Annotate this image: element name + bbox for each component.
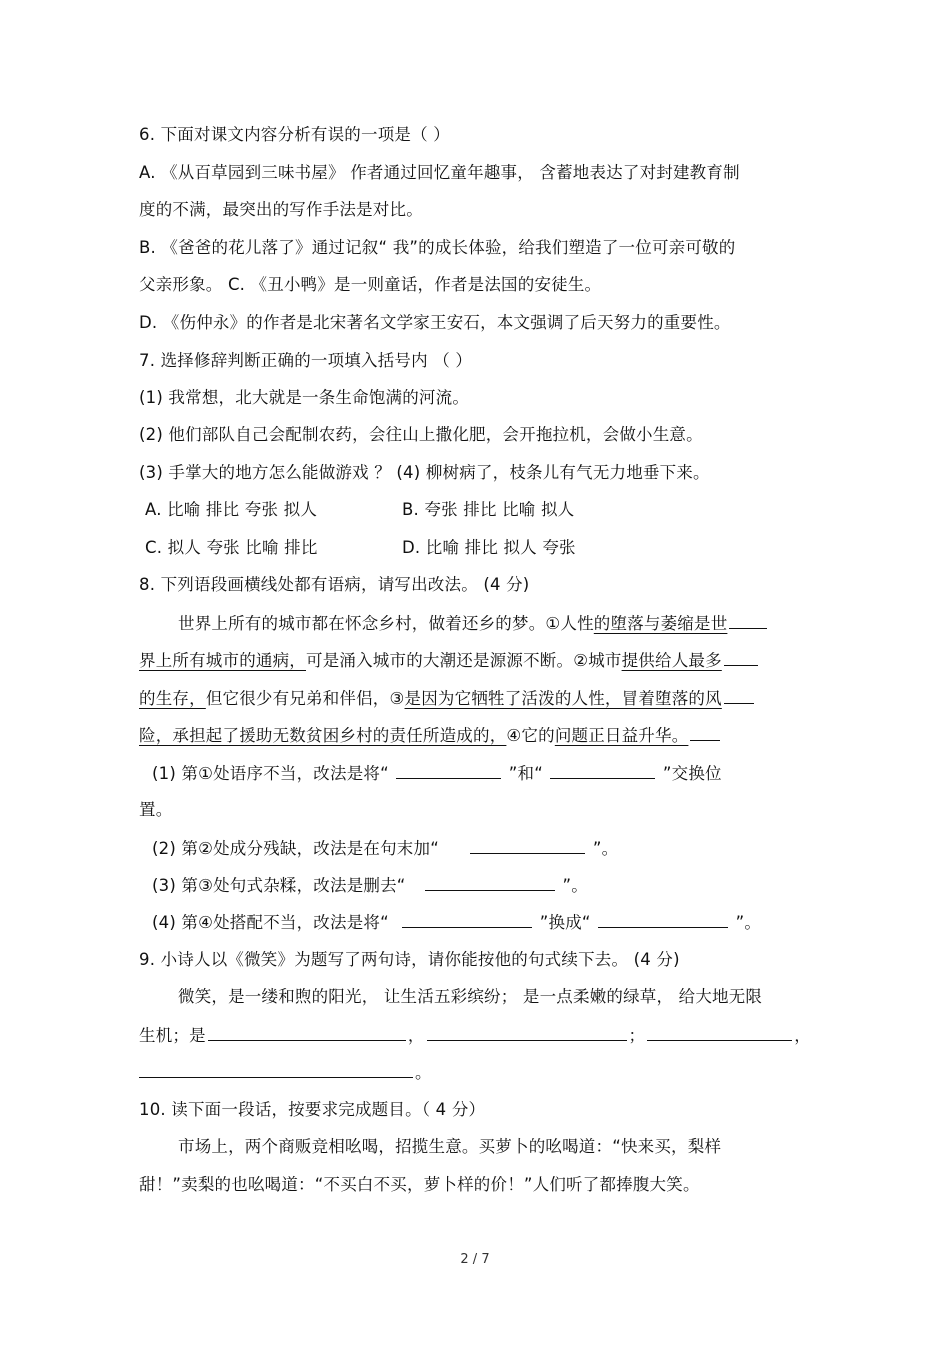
- q9-poem-line3: [139, 1061, 432, 1084]
- poem-blank-1[interactable]: [208, 1024, 406, 1041]
- q8-answer-1-wrap: 置。: [139, 800, 173, 819]
- q9-poem-line2: [139, 1024, 811, 1047]
- answer-text: (1) 第①处语序不当，改法是将“: [152, 764, 389, 783]
- punct: 。: [415, 1063, 432, 1082]
- passage-text: 可是涌入城市的大潮还是源源不断。②城市: [306, 651, 622, 670]
- passage-underlined: 的生存，: [139, 689, 206, 708]
- q7-option-b: B. 夸张 排比 比喻 拟人: [402, 500, 575, 519]
- q8-answer-3: [152, 874, 588, 897]
- q7-sentence-3-4: (3) 手掌大的地方怎么能做游戏 ？ (4) 柳树病了，枝条儿有气无力地垂下来。: [139, 463, 710, 482]
- passage-text: ④它的: [506, 726, 555, 745]
- q8-passage-line2: [139, 649, 760, 672]
- q6-option-b-c-line: 父亲形象。 C. 《丑小鸭》是一则童话，作者是法国的安徒生。: [139, 275, 602, 294]
- underline-tail: [724, 649, 758, 666]
- punct: ；: [628, 1026, 646, 1045]
- answer-text: (3) 第③处句式杂糅，改法是删去“: [152, 876, 406, 895]
- underline-tail: [690, 724, 720, 741]
- q6-option-d: D. 《伤仲永》的作者是北宋著名文学家王安石，本文强调了后天努力的重要性。: [139, 313, 731, 332]
- q6-option-a-line1: A. 《从百草园到三味书屋》 作者通过回忆童年趣事， 含蓄地表达了对封建教育制: [139, 163, 740, 182]
- q10-stem: 10. 读下面一段话，按要求完成题目。（ 4 分）: [139, 1100, 486, 1119]
- answer-blank-4a[interactable]: [402, 911, 532, 928]
- q7-sentence-1: (1) 我常想，北大就是一条生命饱满的河流。: [139, 388, 470, 407]
- answer-text: ”。: [592, 839, 619, 858]
- answer-blank-4b[interactable]: [598, 911, 728, 928]
- answer-blank-1a[interactable]: [396, 762, 501, 779]
- q8-passage-line1: [178, 612, 769, 635]
- passage-text: 世界上所有的城市都在怀念乡村，做着还乡的梦。①人性: [178, 614, 594, 633]
- underline-tail: [729, 612, 767, 629]
- passage-underlined: 提供给人最多: [621, 651, 722, 670]
- answer-blank-1b[interactable]: [550, 762, 655, 779]
- q6-option-b-line1: B. 《爸爸的花儿落了》通过记叙“ 我”的成长体验，给我们塑造了一位可亲可敬的: [139, 238, 736, 257]
- answer-text: (4) 第④处搭配不当，改法是将“: [152, 913, 389, 932]
- q7-option-a: A. 比喻 排比 夸张 拟人: [145, 500, 318, 519]
- q6-option-a-line2: 度的不满，最突出的写作手法是对比。: [139, 200, 423, 219]
- q10-passage-line1: 市场上，两个商贩竞相吆喝，招揽生意。买萝卜的吆喝道：“快来买，梨样: [178, 1137, 722, 1156]
- answer-blank-2[interactable]: [470, 837, 585, 854]
- answer-text: ”。: [735, 913, 762, 932]
- q7-stem: 7. 选择修辞判断正确的一项填入括号内 （ ）: [139, 351, 473, 370]
- q9-poem-line1: 微笑，是一缕和煦的阳光， 让生活五彩缤纷； 是一点柔嫩的绿草， 给大地无限: [178, 987, 763, 1006]
- poem-blank-3[interactable]: [647, 1024, 792, 1041]
- answer-text: ”换成“: [539, 913, 591, 932]
- q8-answer-4: [152, 911, 761, 934]
- q7-sentence-2: (2) 他们部队自己会配制农药，会往山上撒化肥，会开拖拉机，会做小生意。: [139, 425, 703, 444]
- q7-option-d: D. 比喻 排比 拟人 夸张: [402, 538, 576, 557]
- page-number: 2 / 7: [460, 1252, 490, 1267]
- passage-underlined: 界上所有城市的通病，: [139, 651, 306, 670]
- answer-text: ”交换位: [662, 764, 722, 783]
- poem-text: 生机；是: [139, 1026, 206, 1045]
- answer-text: (2) 第②处成分残缺，改法是在句末加“: [152, 839, 439, 858]
- q8-passage-line3: [139, 687, 756, 710]
- q7-option-c: C. 拟人 夸张 比喻 排比: [145, 538, 318, 557]
- q8-stem: 8. 下列语段画横线处都有语病，请写出改法。 (4 分): [139, 575, 530, 594]
- poem-blank-4[interactable]: [139, 1061, 413, 1078]
- passage-underlined: 险，承担起了援助无数贫困乡村的责任所造成的，: [139, 726, 507, 745]
- poem-blank-2[interactable]: [427, 1024, 627, 1041]
- q8-answer-2: [152, 837, 618, 860]
- passage-text: 但它很少有兄弟和伴侣，③: [205, 689, 405, 708]
- passage-underlined: 的堕落与萎缩是世: [593, 614, 728, 633]
- passage-underlined: 是因为它牺牲了活泼的人性，冒着堕落的风: [404, 689, 722, 708]
- answer-blank-3[interactable]: [425, 874, 555, 891]
- q6-stem: 6. 下面对课文内容分析有误的一项是（ ）: [139, 125, 450, 144]
- passage-underlined: 问题正日益升华。: [554, 726, 689, 745]
- answer-text: ”。: [562, 876, 588, 895]
- punct: ，: [794, 1026, 811, 1045]
- q9-stem: 9. 小诗人以《微笑》为题写了两句诗，请你能按他的句式续下去。 (4 分): [139, 950, 680, 969]
- q8-passage-line4: [139, 724, 722, 747]
- underline-tail: [724, 687, 754, 704]
- answer-text: ”和“: [508, 764, 543, 783]
- q10-passage-line2: 甜！”卖梨的也吆喝道：“不买白不买，萝卜样的价！”人们听了都捧腹大笑。: [139, 1175, 700, 1194]
- punct: ，: [407, 1026, 425, 1045]
- q8-answer-1: [152, 762, 722, 785]
